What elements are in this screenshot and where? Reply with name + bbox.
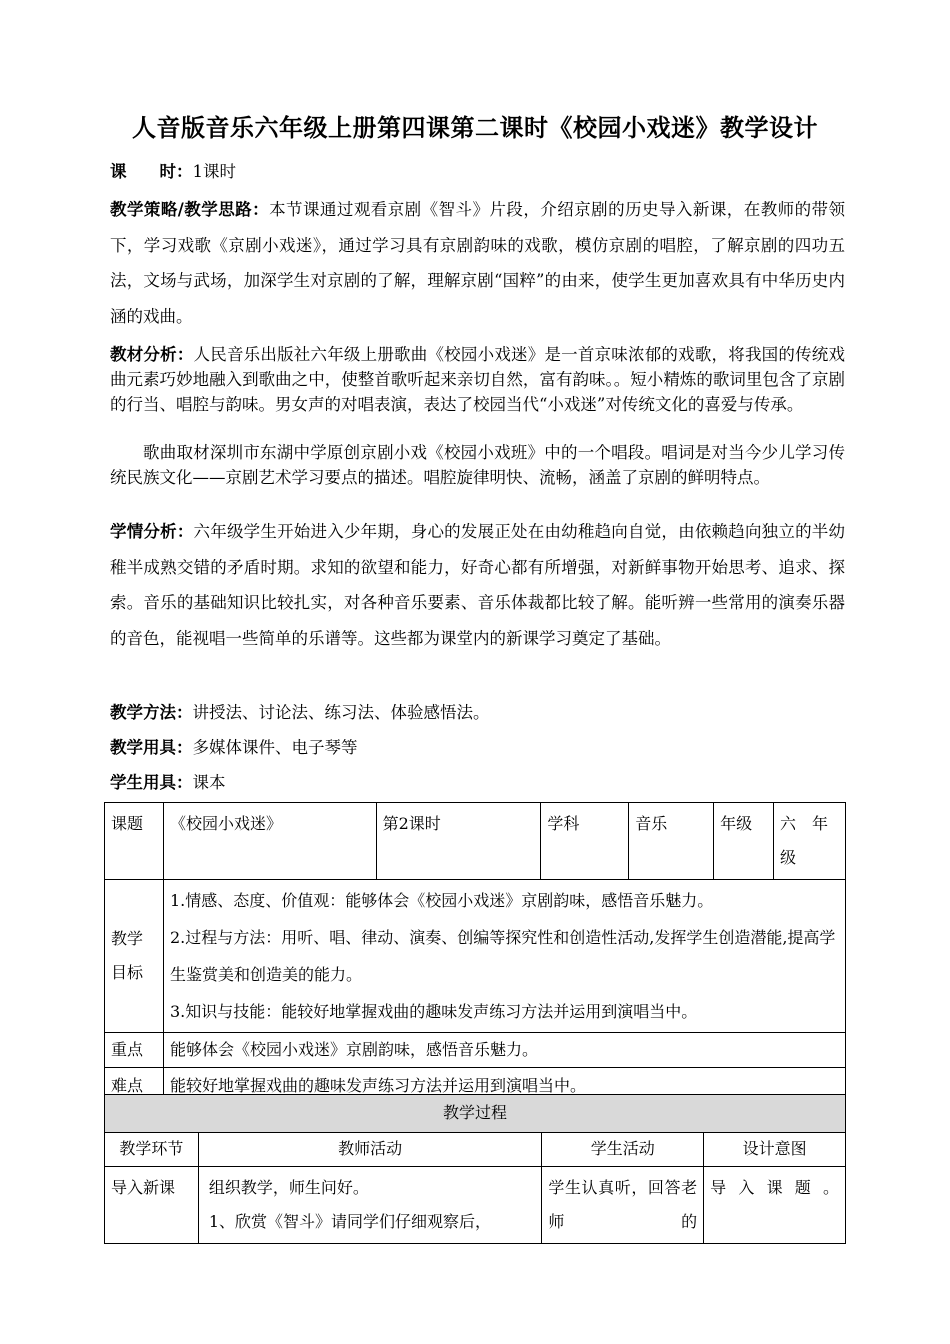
student-tools-line — [110, 771, 845, 795]
strategy-paragraph — [110, 192, 845, 334]
teacher-activity-2: 1、欣赏《智斗》请同学们仔细观察后， — [208, 1212, 492, 1231]
topic-cell: 《校园小戏迷》 — [163, 803, 376, 880]
objective-3: 3.知识与技能：能较好地掌握戏曲的趣味发声练习方法并运用到演唱当中。 — [169, 1002, 698, 1021]
process-stage-cell: 导入新课 — [105, 1167, 199, 1244]
methods-text: 讲授法、讨论法、练习法、体验感悟法。 — [192, 703, 490, 722]
process-row-intro — [105, 1167, 846, 1244]
objectives-row — [105, 880, 846, 1033]
tools-line — [110, 736, 845, 760]
process-header-stage: 教学环节 — [105, 1133, 199, 1167]
strategy-label: 教学策略/教学思路： — [110, 200, 270, 219]
grade-cell: 六 年级 — [774, 803, 846, 880]
process-intent-cell: 导入课题。 — [704, 1167, 846, 1244]
objective-2: 2.过程与方法：用听、唱、律动、演奏、创编等探究性和创造性活动,发挥学生创造潜能,提高学生鉴赏美和创造美的能力。 — [169, 928, 836, 984]
topic-row — [105, 803, 846, 880]
tools-text: 多媒体课件、电子琴等 — [192, 738, 358, 757]
process-header-teacher: 教师活动 — [198, 1133, 541, 1167]
process-title-row — [105, 1095, 846, 1133]
class-hours-value: 1课时 — [192, 162, 236, 181]
students-text: 六年级学生开始进入少年期，身心的发展正处在由幼稚趋向自觉，由依赖趋向独立的半幼稚半成熟交错的矛盾时期。求知的欲望和能力，好奇心都有所增强，对新鲜事物开始思考、追求、探索。音乐的基础知识比较扎实，对各种音乐要素、音乐体裁都比较了解。能听辨一些常用的演奏乐器的音色，能视唱一些简单的乐谱等。这些都为课堂内的新课学习奠定了基础。 — [110, 522, 846, 648]
process-teacher-cell — [198, 1167, 541, 1244]
student-tools-text: 课本 — [192, 773, 226, 792]
student-tools-label: 学生用具： — [110, 773, 193, 792]
difficulty-cell: 能较好地掌握戏曲的趣味发声练习方法并运用到演唱当中。 — [163, 1068, 845, 1106]
key-label-cell: 重点 — [105, 1033, 164, 1068]
methods-label: 教学方法： — [110, 703, 193, 722]
subject-label-cell: 学科 — [541, 803, 629, 880]
material-paragraph-2: 歌曲取材深圳市东湖中学原创京剧小戏《校园小戏班》中的一个唱段。唱词是对当今少儿学习传统民族文化——京剧艺术学习要点的描述。唱腔旋律明快、流畅，涵盖了京剧的鲜明特点。 — [110, 443, 845, 487]
document-title: 人音版音乐六年级上册第四课第二课时《校园小戏迷》教学设计 — [132, 114, 818, 142]
process-header-intent: 设计意图 — [704, 1133, 846, 1167]
period-cell: 第2课时 — [376, 803, 541, 880]
teacher-activity-1: 组织教学，师生问好。 — [208, 1178, 369, 1197]
grade-label-cell: 年级 — [714, 803, 774, 880]
class-hours-label: 课 时： — [110, 162, 193, 181]
process-student-cell: 学生认真听，回答老师的 — [542, 1167, 704, 1244]
methods-line — [110, 701, 845, 725]
students-paragraph — [110, 514, 845, 656]
objective-1: 1.情感、态度、价值观：能够体会《校园小戏迷》京剧韵味，感悟音乐魅力。 — [169, 891, 714, 910]
key-cell: 能够体会《校园小戏迷》京剧韵味，感悟音乐魅力。 — [163, 1033, 845, 1068]
teaching-process-table — [104, 1094, 846, 1244]
tools-label: 教学用具： — [110, 738, 193, 757]
process-header-student: 学生活动 — [542, 1133, 704, 1167]
topic-label-cell: 课题 — [105, 803, 164, 880]
objectives-label: 教学目标 — [111, 929, 144, 982]
students-label: 学情分析： — [110, 522, 194, 541]
material-label: 教材分析： — [110, 345, 194, 364]
material-text: 人民音乐出版社六年级上册歌曲《校园小戏迷》是一首京味浓郁的戏歌，将我国的传统戏曲元素巧妙地融入到歌曲之中，使整首歌听起来亲切自然，富有韵味。。短小精炼的歌词里包含了京剧的行当、唱腔与韵味。男女声的对唱表演，表达了校园当代“小戏迷”对传统文化的喜爱与传承。 — [110, 345, 846, 414]
strategy-text: 本节课通过观看京剧《智斗》片段，介绍京剧的历史导入新课，在教师的带领下，学习戏歌《京剧小戏迷》，通过学习具有京剧韵味的戏歌，模仿京剧的唱腔，了解京剧的四功五法，文场与武场，加深学生对京剧的了解，理解京剧“国粹”的由来，使学生更加喜欢具有中华历史内涵的戏曲。 — [110, 200, 846, 326]
objectives-label-cell — [105, 880, 164, 1033]
process-header-row — [105, 1133, 846, 1167]
class-hours-line — [110, 160, 845, 184]
process-title: 教学过程 — [105, 1095, 846, 1133]
key-row — [105, 1033, 846, 1068]
subject-cell: 音乐 — [629, 803, 714, 880]
material-paragraph — [110, 343, 845, 417]
lesson-info-table — [104, 802, 846, 1106]
objectives-cell — [163, 880, 845, 1033]
difficulty-label-cell: 难点 — [105, 1068, 164, 1106]
